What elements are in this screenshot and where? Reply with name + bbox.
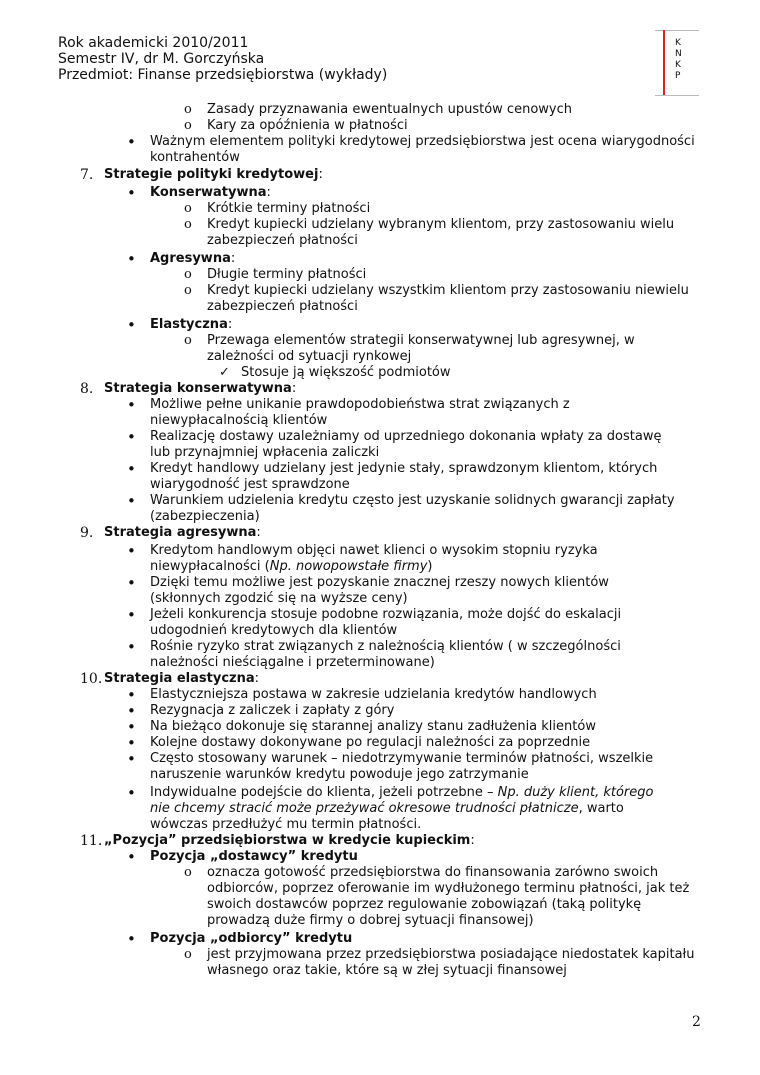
section-number: 9. [80, 525, 94, 541]
list-item-text: Na bieżąco dokonuje się starannej analizy stanu zadłużenia klientów [150, 719, 596, 734]
list-item-text: Kredytom handlowym objęci nawet klienci o wysokim stopniu ryzyka niewypłacalności ( [150, 543, 598, 574]
list-item-text: Zasady przyznawania ewentualnych upustów cenowych [207, 102, 572, 117]
section-title: Strategia elastyczna [104, 671, 255, 686]
list-item [0, 217, 697, 249]
bullet-icon: • [127, 184, 136, 202]
colon: : [254, 671, 260, 686]
list-item-text: Przewaga elementów strategii konserwatywnej lub agresywnej, w zależności od sytuacji rynkowej [207, 333, 635, 364]
bullet-icon: • [127, 734, 136, 752]
page-number: 2 [692, 1014, 701, 1030]
list-item-text: Ważnym elementem polityki kredytowej przedsiębiorstwa jest ocena wiarygodności kontrahentów [150, 134, 695, 165]
list-item-text: Elastyczniejsza postawa w zakresie udzielania kredytów handlowych [150, 687, 597, 702]
bullet-icon: • [127, 702, 136, 720]
section-heading [0, 525, 760, 541]
list-item [0, 333, 702, 365]
position-name: Pozycja „dostawcy” kredytu [150, 849, 358, 864]
list-item-text: Kary za opóźnienia w płatności [207, 118, 408, 133]
subject-line: Przedmiot: Finanse przedsiębiorstwa (wykłady) [58, 67, 388, 83]
list-item [0, 251, 760, 267]
section-heading [0, 167, 760, 183]
list-item-text: , warto wówczas przedłużyć mu termin płatności. [150, 801, 624, 832]
list-item-text: jest przyjmowana przez przedsiębiorstwa posiadające niedostatek kapitału własnego oraz takie, które są w złej sytuacji finansowej [207, 947, 695, 978]
list-item [0, 461, 660, 493]
list-item-text: Możliwe pełne unikanie prawdopodobieństwa strat związanych z niewypłacalnością klientów [150, 397, 570, 428]
logo-bottom-rule [655, 95, 699, 96]
list-item [0, 267, 760, 283]
circle-bullet-icon: o [184, 947, 192, 962]
list-item-text: Stosuje ją większość podmiotów [241, 365, 451, 380]
list-item [0, 719, 760, 735]
knkp-logo [655, 30, 699, 96]
colon: : [291, 381, 297, 396]
list-item [0, 397, 690, 429]
bullet-icon: • [127, 718, 136, 736]
list-item-text: ) [427, 559, 433, 574]
bullet-icon: • [127, 686, 136, 704]
list-item [0, 575, 680, 607]
section-title: Strategia agresywna [104, 525, 257, 540]
circle-bullet-icon: o [184, 201, 192, 216]
circle-bullet-icon: o [184, 217, 192, 232]
logo-top-rule [655, 30, 699, 31]
bullet-icon: • [127, 638, 136, 656]
section-title: „Pozycja” przedsiębiorstwa w kredycie kupieckim [104, 833, 471, 848]
circle-bullet-icon: o [184, 865, 192, 880]
logo-letter: K [675, 60, 681, 70]
logo-letter: K [675, 38, 681, 48]
section-heading [0, 833, 760, 849]
list-item [0, 639, 690, 671]
list-item-text: Realizację dostawy uzależniamy od uprzedniego dokonania wpłaty za dostawę lub przynajmniej wpłacenia zaliczki [150, 429, 662, 460]
list-item [0, 543, 620, 575]
colon: : [256, 525, 261, 540]
logo-letters [675, 38, 682, 82]
list-item-text: Krótkie terminy płatności [207, 201, 371, 216]
list-item-text: Kolejne dostawy dokonywane po regulacji należności za poprzednie [150, 735, 591, 750]
list-item-text: Jeżeli konkurencja stosuje podobne rozwiązania, może dojść do eskalacji udogodnień kredytowych dla klientów [150, 607, 622, 638]
academic-year: Rok akademicki 2010/2011 [58, 35, 249, 51]
list-item [0, 865, 702, 929]
colon: : [227, 317, 233, 332]
list-item-text: Długie terminy płatności [207, 267, 367, 282]
section-heading [0, 381, 760, 397]
list-item [0, 607, 695, 639]
colon: : [230, 251, 236, 266]
document-header [58, 35, 387, 83]
section-number: 7. [80, 167, 94, 183]
list-item [0, 102, 760, 118]
list-item [0, 785, 675, 833]
list-item [0, 283, 697, 315]
strategy-name: Agresywna [150, 251, 231, 266]
list-item-text: Często stosowany warunek – niedotrzymywanie terminów płatności, wszelkie naruszenie warunków kredytu powoduje jego zatrzymanie [150, 751, 654, 782]
circle-bullet-icon: o [184, 118, 192, 133]
section-title: Strategia konserwatywna [104, 381, 292, 396]
list-item [0, 735, 760, 751]
bullet-icon: • [127, 250, 136, 268]
logo-red-bar [663, 30, 665, 96]
section-number: 8. [80, 381, 94, 397]
list-item [0, 751, 670, 783]
list-item [0, 931, 760, 947]
list-item [0, 493, 680, 525]
list-item-text: Rezygnacja z zaliczek i zapłaty z góry [150, 703, 395, 718]
list-item [0, 429, 685, 461]
bullet-icon: • [127, 606, 136, 624]
example-text: Np. duży klient, którego nie chcemy stracić może przeżywać okresowe trudności płatnicze [150, 785, 654, 816]
strategy-name: Elastyczna [150, 317, 228, 332]
position-name: Pozycja „odbiorcy” kredytu [150, 931, 353, 946]
bullet-icon: • [127, 784, 136, 802]
colon: : [470, 833, 475, 848]
list-item [0, 687, 760, 703]
list-item [0, 947, 697, 979]
bullet-icon: • [127, 396, 136, 414]
bullet-icon: • [127, 460, 136, 478]
bullet-icon: • [127, 133, 136, 151]
section-number: 11. [80, 833, 103, 849]
list-item [0, 185, 760, 201]
list-item [0, 134, 695, 166]
list-item [0, 317, 760, 333]
list-item-text: Rośnie ryzyko strat związanych z należnością klientów ( w szczególności należności nieściągalne i przeterminowane) [150, 639, 621, 670]
bullet-icon: • [127, 492, 136, 510]
bullet-icon: • [127, 848, 136, 866]
list-item-text: Kredyt kupiecki udzielany wszystkim klientom przy zastosowaniu niewielu zabezpieczeń płatności [207, 283, 689, 314]
bullet-icon: • [127, 542, 136, 560]
list-item-text: Indywidualne podejście do klienta, jeżeli potrzebne – [150, 785, 498, 800]
circle-bullet-icon: o [184, 333, 192, 348]
circle-bullet-icon: o [184, 102, 192, 117]
logo-letter: N [675, 49, 682, 59]
document-body [0, 102, 760, 979]
colon: : [266, 185, 271, 200]
circle-bullet-icon: o [184, 267, 192, 282]
list-item [0, 703, 760, 719]
checkmark-icon: ✓ [219, 365, 230, 380]
list-item [0, 849, 760, 865]
section-heading [0, 671, 760, 687]
list-item [0, 201, 760, 217]
colon: : [318, 167, 323, 182]
semester-lecturer: Semestr IV, dr M. Gorczyńska [58, 51, 265, 67]
example-text: Np. nowopowstałe firmy [269, 559, 428, 574]
circle-bullet-icon: o [184, 283, 192, 298]
list-item-text: Dzięki temu możliwe jest pozyskanie znacznej rzeszy nowych klientów (skłonnych zgodzić się na wyższe ceny) [150, 575, 609, 606]
list-item-text: Kredyt handlowy udzielany jest jedynie stały, sprawdzonym klientom, których wiarygodność jest sprawdzone [150, 461, 658, 492]
list-item [0, 365, 760, 381]
list-item-text: Kredyt kupiecki udzielany wybranym klientom, przy zastosowaniu wielu zabezpieczeń płatności [207, 217, 675, 248]
strategy-name: Konserwatywna [150, 185, 267, 200]
section-number: 10. [80, 671, 103, 687]
section-title: Strategie polityki kredytowej [104, 167, 319, 182]
list-item [0, 118, 760, 134]
bullet-icon: • [127, 750, 136, 768]
bullet-icon: • [127, 574, 136, 592]
logo-letter: P [675, 71, 681, 81]
bullet-icon: • [127, 930, 136, 948]
bullet-icon: • [127, 316, 136, 334]
bullet-icon: • [127, 428, 136, 446]
list-item-text: Warunkiem udzielenia kredytu często jest uzyskanie solidnych gwarancji zapłaty (zabezpieczenia) [150, 493, 675, 524]
list-item-text: oznacza gotowość przedsiębiorstwa do finansowania zarówno swoich odbiorców, poprzez oferowanie im wydłużonego terminu płatności, jak też swoich dostawców poprzez regulowanie zobowiązań (taką politykę prowadzą duże firmy o dobrej sytuacji finansowej) [207, 865, 690, 928]
